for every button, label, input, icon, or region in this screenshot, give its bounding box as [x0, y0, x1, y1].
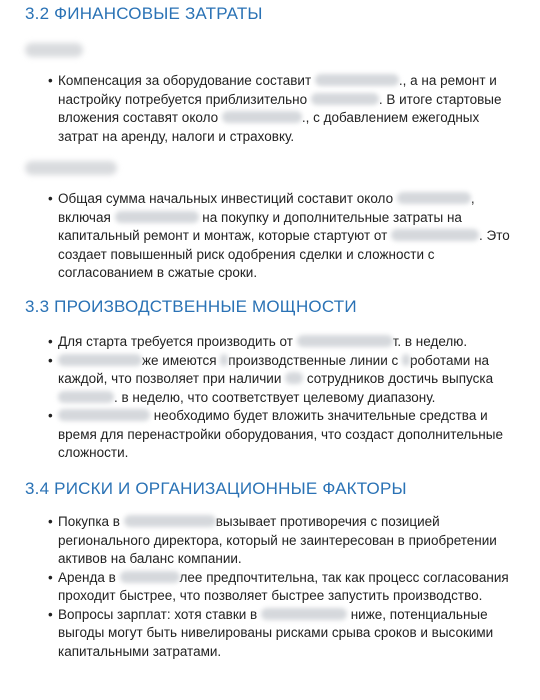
text-run: , включая [58, 191, 475, 225]
list-risks [48, 513, 518, 661]
redacted-value [315, 74, 399, 86]
list-item [48, 352, 518, 408]
section-heading-3-2: 3.2 ФИНАНСОВЫЕ ЗАТРАТЫ [25, 4, 263, 23]
redacted-value [220, 354, 228, 366]
redacted-subheading [25, 161, 117, 175]
redacted-value [285, 372, 303, 384]
redacted-value [115, 211, 199, 223]
text-run: ., с добавлением ежегодных затрат на аренду, налоги и страховку. [58, 110, 480, 144]
text-run: . В итоге стартовые вложения составят около [58, 91, 502, 125]
redacted-value [58, 354, 142, 366]
list-item [48, 190, 518, 283]
text-run: т. в неделю. [392, 334, 468, 349]
text-run: вызывает противоречия с позицией регионального директора, который не заинтересован в приобретении активов на баланс компании. [58, 514, 497, 566]
text-run: Аренда в [58, 569, 120, 585]
redacted-value [124, 515, 216, 527]
text-run: Компенсация за оборудование составит [58, 73, 315, 88]
redacted-value [391, 229, 479, 241]
paragraph-total-investment [48, 190, 518, 283]
redacted-value [397, 192, 471, 204]
list-item [48, 407, 518, 463]
redacted-value [402, 354, 410, 366]
list-item [48, 513, 518, 569]
text-run: сотрудников достичь выпуска [303, 371, 494, 386]
section-heading-3-3: 3.3 ПРОИЗВОДСТВЕННЫЕ МОЩНОСТИ [25, 297, 357, 316]
section-heading-3-4: 3.4 РИСКИ И ОРГАНИЗАЦИОННЫЕ ФАКТОРЫ [25, 479, 407, 498]
text-run: Общая сумма начальных инвестиций составит около [58, 191, 397, 206]
text-run: Для старта требуется производить от [58, 334, 297, 349]
text-run: . Это создает повышенный риск одобрения сделки и сложности с согласованием в сжатые сроки. [58, 228, 510, 280]
text-run: на покупку и дополнительные затраты на капитальный ремонт и монтаж, которые стартуют от [58, 209, 462, 243]
paragraph-compensation [48, 72, 518, 146]
redacted-value [120, 571, 180, 583]
list-production [48, 333, 518, 463]
text-run: Вопросы зарплат: хотя ставки в [58, 606, 261, 622]
redacted-value [311, 93, 379, 105]
text-run: . в неделю, что соответствует целевому диапазону. [114, 389, 436, 405]
list-item [48, 333, 518, 352]
text-run: ниже, потенциальные выгоды могут быть нивелированы рисками срыва сроков и высокими капитальными затратами. [58, 606, 494, 659]
text-run: лее предпочтительна, так как процесс согласования проходит быстрее, что позволяет быстрее запустить производство. [58, 569, 509, 603]
text-run: производственные линии с [228, 352, 403, 368]
list-item [48, 606, 518, 662]
redacted-value [58, 391, 114, 403]
list-item [48, 569, 518, 606]
text-run: роботами на каждой, что позволяет при наличии [58, 352, 490, 386]
redacted-value [222, 111, 302, 123]
redacted-value [297, 335, 393, 347]
text-run: Покупка в [58, 514, 124, 529]
text-run: ., а на ремонт и настройку потребуется приблизительно [58, 73, 497, 107]
redacted-value [261, 608, 347, 620]
list-item [48, 72, 518, 146]
text-run: же имеются [142, 352, 221, 368]
redacted-value [58, 409, 150, 421]
text-run: необходимо будет вложить значительные средства и время для перенастройки оборудования, что создаст дополнительные сложности. [58, 408, 503, 460]
redacted-subheading [25, 43, 83, 57]
